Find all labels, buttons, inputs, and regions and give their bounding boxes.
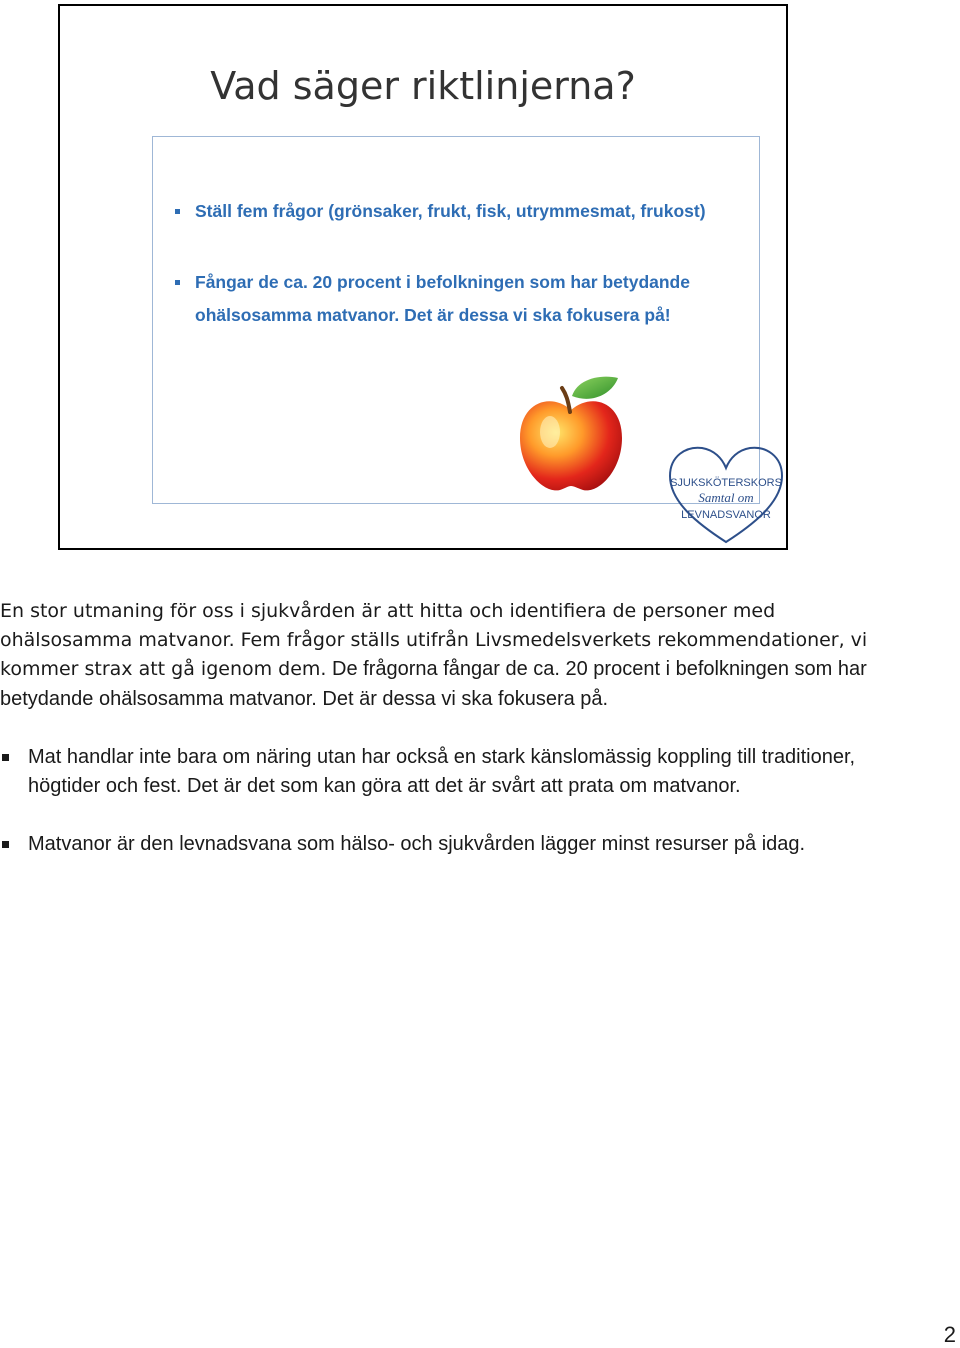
notes-bullet-text: Matvanor är den levnadsvana som hälso- och sjukvården lägger minst resurser på idag.: [28, 833, 806, 856]
slide-bullet-text: Ställ fem frågor (grönsaker, frukt, fisk, utrymmesmat, frukost): [195, 201, 706, 221]
bullet-square-icon: [2, 754, 9, 761]
slide-bullet: [175, 195, 735, 228]
slide-bullet-list: [175, 195, 735, 370]
page-number: 2: [943, 1322, 956, 1347]
logo-text-1: SJUKSKÖTERSKORS: [670, 477, 782, 489]
notes-bullet: [0, 743, 880, 801]
notes-bullet-list: [0, 743, 880, 860]
notes-bullet: [0, 830, 880, 859]
slide-bullet-text: Fångar de ca. 20 procent i befolkningen som har betydande ohälsosamma matvanor. Det är dessa vi ska fokusera på!: [195, 272, 690, 325]
notes-intro: [0, 597, 880, 714]
slide-thumbnail: [58, 4, 788, 550]
notes-intro-part2: De frågorna fångar de ca. 20 procent i befolkningen som har betydande ohälsosamma matvanor. Det är dessa vi ska fokusera på.: [0, 658, 867, 710]
logo-text-3: LEVNADSVANOR: [681, 509, 771, 521]
speaker-notes: [0, 597, 880, 859]
notes-intro-part1: En stor utmaning för oss i sjukvården är att hitta och identifiera de personer med ohälsosamma matvanor. Fem frågor ställs utifrån Livsmedelsverkets rekommendationer, vi kommer strax att gå igenom dem.: [0, 600, 868, 681]
slide-title: Vad säger riktlinjerna?: [210, 64, 636, 108]
logo-heart-image: [664, 442, 788, 546]
logo-text-2: Samtal om: [698, 490, 754, 505]
bullet-square-icon: [175, 209, 180, 214]
bullet-square-icon: [175, 280, 180, 285]
apple-image: [516, 370, 626, 496]
slide-bullet: [175, 266, 735, 332]
notes-bullet-text: Mat handlar inte bara om näring utan har också en stark känslomässig koppling till traditioner, högtider och fest. Det är det som kan göra att det är svårt att prata om matvanor.: [28, 745, 856, 798]
bullet-square-icon: [2, 841, 9, 848]
